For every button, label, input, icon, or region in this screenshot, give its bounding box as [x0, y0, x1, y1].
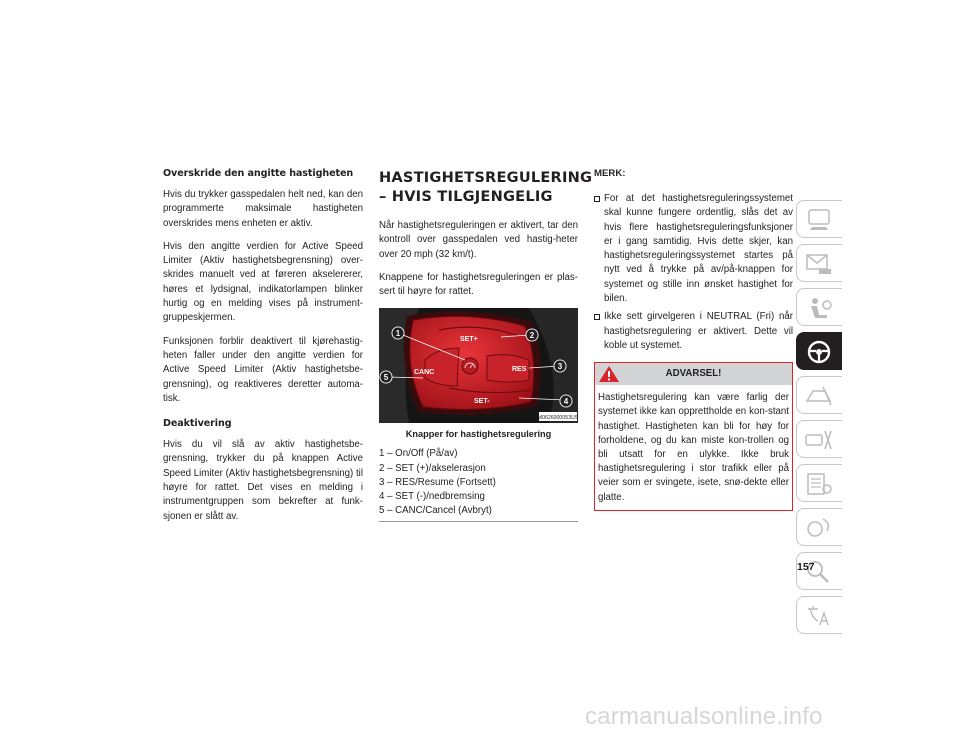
legend-item: 5 – CANC/Cancel (Avbryt) — [379, 505, 492, 517]
warning-title: ADVARSEL! — [665, 368, 722, 380]
legend-item: 2 – SET (+)/akselerasjon — [379, 462, 486, 474]
crash-warning-icon — [803, 383, 835, 409]
middle-column — [379, 168, 593, 522]
note-bullet — [594, 310, 793, 353]
figure-legend — [379, 447, 578, 521]
note-bullet — [594, 192, 793, 306]
set-plus-label: SET+ — [460, 336, 478, 344]
callout-5 — [380, 371, 393, 384]
note-bullet-text: For at det hastighetsreguleringssystemet skal kunne fungere ordentlig, slås det av hvis flere hastighetsreguleringsfunksjoner er i gang samtidig. Hvis dette skjer, kan hastighetsreguleringssystemet startes på nytt ved å trykke på av/på-knappen for systemet og stille inn ønsket hastighet for bilen. — [604, 193, 793, 305]
checkbox-bullet-icon — [594, 196, 600, 202]
steering-wheel-icon — [803, 339, 835, 365]
svg-text:3: 3 — [557, 362, 563, 372]
figure-code: M0626000053US — [537, 415, 578, 422]
paragraph: Hvis den angitte verdien for Active Speed Limiter (Aktiv hastighetsbegrensning) over-skrides manuelt ved at føreren akselererer, høres et lydsignal, indikatorlampen blinker hurtig og en melding vises på instrument-gruppeskjermen. — [163, 240, 363, 324]
callout-3 — [554, 360, 567, 373]
page-number: 157 — [797, 561, 815, 573]
tab-servicing[interactable] — [796, 420, 842, 458]
languages-icon — [803, 603, 835, 629]
envelope-car-icon — [803, 251, 835, 277]
res-label: RES — [512, 366, 527, 374]
legend-item: 3 – RES/Resume (Fortsett) — [379, 476, 496, 488]
steering-wheel-buttons-illustration — [379, 308, 578, 423]
left-column — [163, 168, 363, 533]
warning-box — [594, 362, 793, 511]
tab-multimedia[interactable] — [796, 508, 842, 546]
section-heading-exceed-speed: Overskride den angitte hastigheten — [163, 168, 354, 179]
multimedia-icon — [803, 515, 835, 541]
note-heading: MERK: — [594, 168, 626, 179]
tab-getting-started[interactable] — [796, 244, 842, 282]
canc-label: CANC — [414, 369, 435, 377]
legend-item: 1 – On/Off (På/av) — [379, 448, 458, 460]
svg-text:2: 2 — [529, 331, 535, 341]
svg-text:1: 1 — [395, 329, 401, 339]
tab-starting-operating[interactable] — [796, 332, 842, 370]
chapter-title: HASTIGHETSREGULERING – HVIS TILGJENGELIG — [379, 169, 593, 205]
figure-caption: Knapper for hastighetsregulering — [405, 429, 552, 440]
specifications-icon — [803, 471, 835, 497]
warning-triangle-icon — [598, 365, 620, 383]
warning-header — [595, 363, 792, 385]
right-column — [594, 168, 793, 511]
vehicle-info-icon — [803, 207, 835, 233]
paragraph: Funksjonen forblir deaktivert til kjørehastig-heten faller under den angitte verdien for Active Speed Limiter (Aktiv hastighetsbe-grensning), og reaktiveres deretter automa-tisk. — [163, 335, 363, 404]
note-bullet-text: Ikke sett girvelgeren i NEUTRAL (Fri) når hastighetsregulering er aktivert. Dette vil koble ut systemet. — [604, 311, 793, 351]
seat-airbag-icon — [803, 295, 835, 321]
tab-emergency[interactable] — [796, 376, 842, 414]
checkbox-bullet-icon — [594, 314, 600, 320]
tab-safety[interactable] — [796, 288, 842, 326]
paragraph: Hvis du trykker gasspedalen helt ned, kan den programmerte maksimale hastigheten overskrides mens enheten er aktiv. — [163, 189, 363, 229]
set-minus-label: SET- — [474, 398, 490, 406]
paragraph: Når hastighetsreguleringen er aktivert, tar den kontroll over gasspedalen ved hastig-heter over 20 mph (32 km/t). — [379, 220, 578, 260]
section-heading-deactivation: Deaktivering — [163, 418, 232, 430]
paragraph: Knappene for hastighetsreguleringen er plas-sert til høyre for rattet. — [379, 271, 578, 298]
callout-1 — [392, 327, 405, 340]
callout-2 — [526, 329, 539, 342]
watermark: carmanualsonline.info — [585, 703, 823, 730]
callout-4 — [560, 395, 573, 408]
legend-divider — [379, 521, 578, 522]
tab-vehicle-info[interactable] — [796, 200, 842, 238]
chapter-tab-sidebar — [796, 200, 842, 640]
svg-text:5: 5 — [383, 373, 389, 383]
tab-specifications[interactable] — [796, 464, 842, 502]
warning-text: Hastighetsregulering kan være farlig der systemet ikke kan opprettholde en kon-stant hastighet. Hastigheten kan bli for høy for forholdene, og du kan miste kon-trollen og bli utsatt for en ulykke. Ikke bruk hastighetsregulering i stor trafikk eller på veier som er svingete, isete, snø-dekte eller glatte. — [598, 392, 789, 503]
svg-text:4: 4 — [563, 397, 569, 407]
paragraph: Hvis du vil slå av aktiv hastighetsbe-grensning, trykker du på knappen Active Speed Limiter (Aktiv hastighetsbegrensning) til høyre for rattet. Det vises en melding i instrumentgruppen som bekrefter at funk-sjonen er slått av. — [163, 439, 363, 522]
service-tools-icon — [803, 427, 835, 453]
tab-languages[interactable] — [796, 596, 842, 634]
legend-item: 4 – SET (-)/nedbremsing — [379, 491, 485, 503]
cruise-control-buttons-figure — [379, 308, 578, 423]
